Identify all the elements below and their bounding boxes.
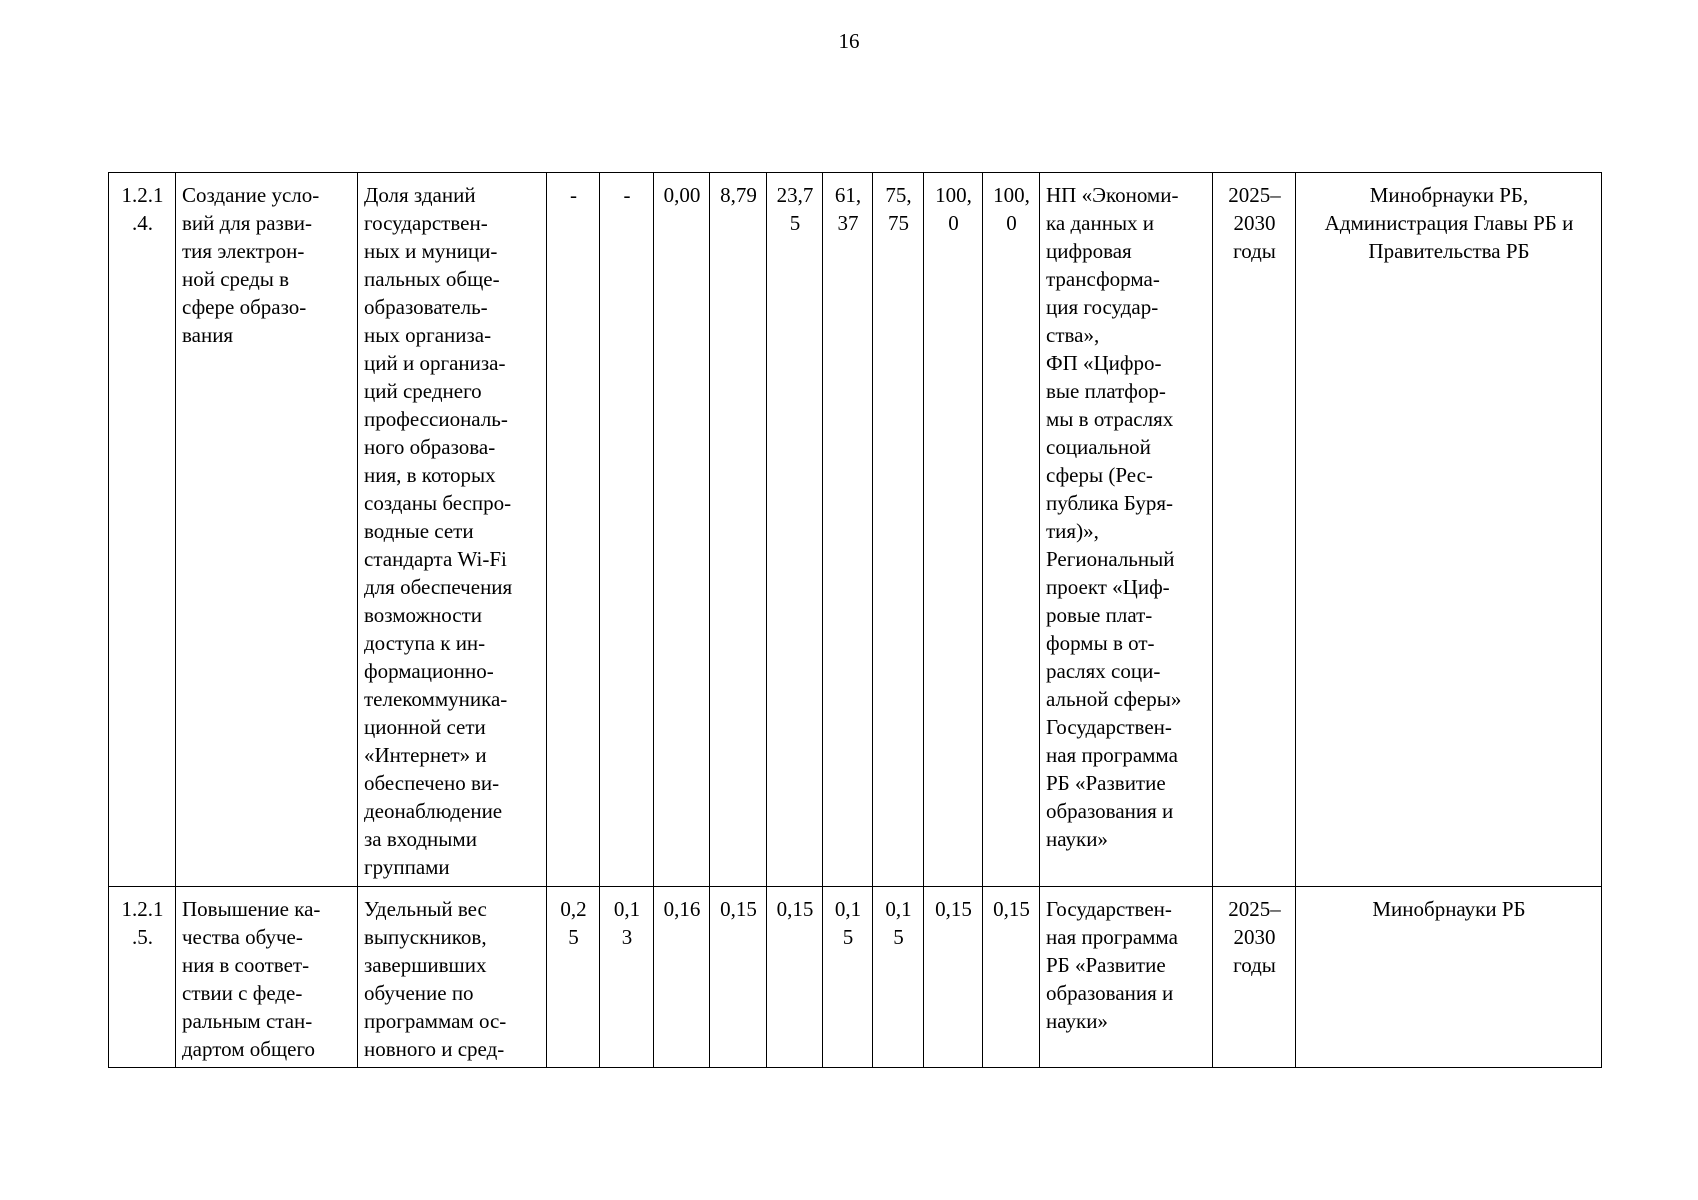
- executor: Минобрнауки РБ: [1296, 887, 1602, 1068]
- indicator-value: 75, 75: [873, 173, 924, 887]
- measure-name: Создание усло- вий для разви- тия электрон- ной среды в сфере образо- вания: [176, 173, 358, 887]
- indicator-value: 61, 37: [823, 173, 873, 887]
- row-number: 1.2.1 .5.: [109, 887, 176, 1068]
- indicator-value: -: [547, 173, 600, 887]
- indicator-name: Доля зданий государствен- ных и муници- пальных обще- образователь- ных организа- ций и организа- ций среднего профессиональ- ного образова- ния, в которых созданы беспро- водные сети стандарта Wi-Fi для обеспечения возможности доступа к ин- формационно- телекоммуника- ционной сети «Интернет» и обеспечено ви- деонаблюдение за входными группами: [358, 173, 547, 887]
- period: 2025– 2030 годы: [1213, 887, 1296, 1068]
- indicator-value: -: [600, 173, 654, 887]
- indicator-value: 0,15: [767, 887, 823, 1068]
- executor: Минобрнауки РБ, Администрация Главы РБ и Правительства РБ: [1296, 173, 1602, 887]
- indicator-value: 0,15: [983, 887, 1040, 1068]
- indicator-value: 100, 0: [983, 173, 1040, 887]
- indicator-value: 0,1 5: [873, 887, 924, 1068]
- indicator-value: 8,79: [710, 173, 767, 887]
- table-row: [109, 173, 1602, 887]
- table-row: [109, 887, 1602, 1068]
- indicator-name: Удельный вес выпускников, завершивших обучение по программам ос- новного и сред-: [358, 887, 547, 1068]
- program-link: НП «Экономи- ка данных и цифровая трансформа- ция государ- ства», ФП «Цифро- вые платфор- мы в отраслях социальной сферы (Рес- публика Буря- тия)», Региональный проект «Циф- ровые плат- формы в от- раслях соци- альной сферы» Государствен- ная программа РБ «Развитие образования и науки»: [1040, 173, 1213, 887]
- page-number: 16: [838, 29, 860, 53]
- period: 2025– 2030 годы: [1213, 173, 1296, 887]
- indicator-value: 0,15: [924, 887, 983, 1068]
- indicator-value: 0,2 5: [547, 887, 600, 1068]
- indicator-value: 0,16: [654, 887, 710, 1068]
- program-link: Государствен- ная программа РБ «Развитие образования и науки»: [1040, 887, 1213, 1068]
- indicator-value: 0,00: [654, 173, 710, 887]
- indicator-value: 23,7 5: [767, 173, 823, 887]
- measure-name: Повышение ка- чества обуче- ния в соответ- ствии с феде- ральным стан- дартом общего: [176, 887, 358, 1068]
- indicator-value: 0,15: [710, 887, 767, 1068]
- indicator-value: 0,1 3: [600, 887, 654, 1068]
- indicator-value: 100, 0: [924, 173, 983, 887]
- program-table: [108, 172, 1602, 1068]
- indicator-value: 0,1 5: [823, 887, 873, 1068]
- row-number: 1.2.1 .4.: [109, 173, 176, 887]
